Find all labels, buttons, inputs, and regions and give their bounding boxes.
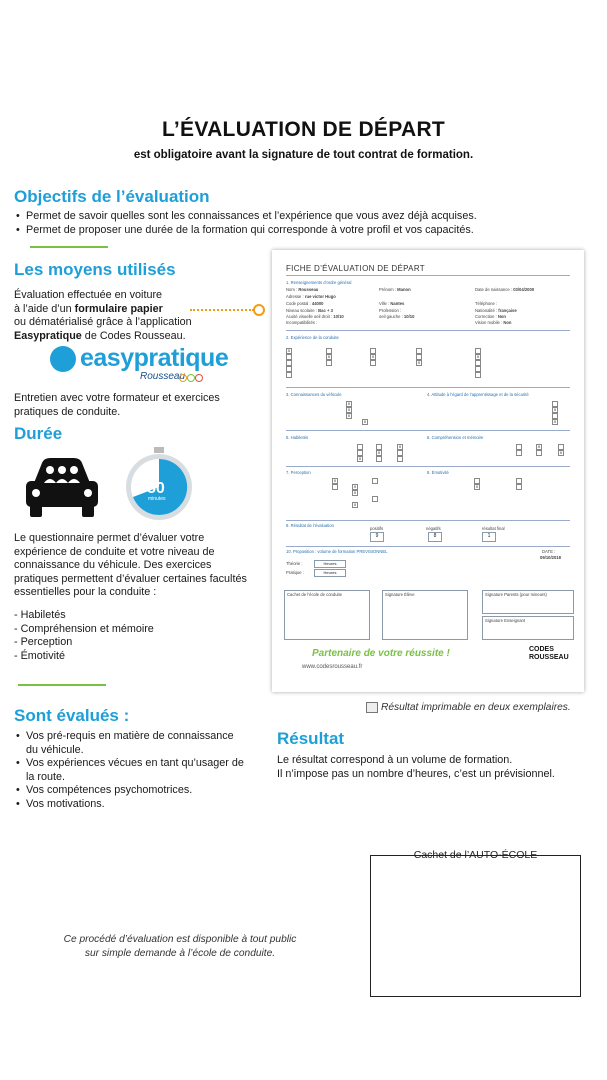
evalues-bullet: • Vos motivations. — [16, 798, 246, 812]
form-signature-box: Signature Enseignant — [482, 616, 574, 640]
objectifs-heading: Objectifs de l’évaluation — [14, 187, 210, 206]
form-url: www.codesrousseau.fr — [302, 664, 363, 670]
timer-unit: minutes — [148, 496, 166, 502]
duree-list — [14, 609, 154, 663]
form-section: 10. Proposition : volume de formation PREVISIONNEL — [286, 549, 388, 554]
form-section: 6. Compréhension et mémoire — [427, 435, 484, 440]
divider — [18, 684, 106, 686]
codes-rousseau-logo: CODES ROUSSEAU — [529, 646, 569, 661]
divider — [30, 246, 108, 248]
form-title: FICHE D’ÉVALUATION DE DÉPART — [286, 264, 425, 273]
form-section: 1. Renseignements d’ordre général — [286, 280, 352, 285]
duree-heading: Durée — [14, 424, 63, 443]
printer-icon — [366, 702, 378, 713]
logo-circle-icon — [50, 346, 76, 372]
form-section: 2. Expérience de la conduite — [286, 335, 339, 340]
duree-list-item: - Émotivité — [14, 649, 65, 662]
duree-list-item: - Habiletés — [14, 609, 66, 621]
evaluation-form-image: FICHE D’ÉVALUATION DE DÉPART 1. Renseignements d’ordre général Nom : Rousseau Prénom : Manon Date de naissance : 03/04/2000 Adresse : rue victor Hugo Code postal : 44000 Ville : Nantes Téléphone : Niveau scolaire : Bac + 3 Profession : Nationalité : française Acuité visuelle oeil droit : 10/10 oeil gauche : 10/10 Correction : Non Incompatibilités : Vision mobile : Non 2. Expérience de la conduite X X X X X 3. Connaissances du véhicule 4. Attitude à l’égard de l’apprentissage et de la sécurité X X X X X X 5. Habiletés 6. Compréhension et mémoire X X X X X 7. Perception 8. Émotivité X X X X X 9. Résultat de l’évaluation positifs négatifs résultat final 9 8 1 10. Proposition : volume de formation PREVISIONNEL DATE : 09/10/2018 Théorie : Heures Pratique : Heures Cachet de l’école de conduite Signature Élève Signature Parents (pour mineurs) Signature Enseignant Partenaire de votre réussite ! www.codesrousseau.fr CODES ROUSSEAU — [272, 250, 584, 692]
evalues-list — [16, 730, 246, 811]
connector-line — [190, 309, 254, 311]
evalues-heading: Sont évalués : — [14, 706, 130, 725]
moyens-line: Évaluation effectuée en voiture — [14, 289, 163, 301]
moyens-line: à l’aide d’un formulaire papier — [14, 302, 163, 315]
form-section: 5. Habiletés — [286, 435, 309, 440]
form-cachet-box: Cachet de l’école de conduite — [284, 590, 370, 640]
entretien-text: Entretien avec votre formateur et exercices pratiques de conduite. — [14, 392, 220, 418]
duree-list-item: - Compréhension et mémoire — [14, 622, 154, 635]
easypratique-logo: easypratique Rousseau — [50, 344, 210, 384]
resultat-heading: Résultat — [277, 729, 345, 748]
form-section: 9. Résultat de l’évaluation — [286, 523, 334, 528]
page-title: L’ÉVALUATION DE DÉPART — [161, 118, 446, 141]
objectifs-bullet: • Permet de savoir quelles sont les connaissances et l’expérience que vous avez déjà acquises. — [16, 210, 596, 224]
objectifs-bullet: • Permet de proposer une durée de la formation qui corresponde à votre profil et vos capacités. — [16, 224, 596, 238]
form-section: 8. Émotivité — [427, 470, 449, 475]
evalues-bullet: • Vos compétences psychomotrices. — [16, 784, 246, 798]
form-section: 7. Perception — [286, 470, 311, 475]
moyens-text — [14, 289, 264, 343]
connector-dot — [253, 304, 265, 316]
cachet-box — [370, 855, 581, 997]
evalues-bullet: • Vos expériences vécues en tant qu’usager de la route. — [16, 757, 246, 784]
form-signature-box: Signature Élève — [382, 590, 468, 640]
evalues-bullet: • Vos pré-requis en matière de connaissance du véhicule. — [16, 730, 246, 757]
page-subtitle: est obligatoire avant la signature de tout contrat de formation. — [133, 149, 474, 161]
cachet-label: Cachet de l’AUTO-ÉCOLE — [413, 849, 538, 861]
car-icon — [20, 453, 104, 521]
form-signature-box: Signature Parents (pour mineurs) — [482, 590, 574, 614]
form-section: 3. Connaissances du véhicule — [286, 392, 342, 397]
form-slogan: Partenaire de votre réussite ! — [312, 648, 450, 659]
moyens-heading: Les moyens utilisés — [14, 260, 176, 279]
form-section: 4. Attitude à l’égard de l’apprentissage et de la sécurité — [427, 392, 529, 397]
duree-list-item: - Perception — [14, 636, 73, 648]
moyens-line: Easypratique de Codes Rousseau. — [14, 329, 186, 342]
timer-value: 50 — [147, 480, 165, 497]
procede-text: Ce procédé d’évaluation est disponible à tout public sur simple demande à l’école de conduite. — [63, 934, 297, 959]
objectifs-list — [16, 210, 596, 237]
duree-text: Le questionnaire permet d’évaluer votre expérience de conduite et votre niveau de connaissance du véhicule. Des exercices pratiques permettent d’évaluer certaines facultés essentielles pour la conduite : — [14, 532, 247, 598]
resultat-note: Résultat imprimable en deux exemplaires. — [381, 702, 571, 713]
resultat-text: Le résultat correspond à un volume de formation. Il n’impose pas un nombre d’heures, c’est un prévisionnel. — [277, 754, 555, 780]
moyens-line: ou dématérialisé grâce à l’application — [14, 316, 192, 328]
